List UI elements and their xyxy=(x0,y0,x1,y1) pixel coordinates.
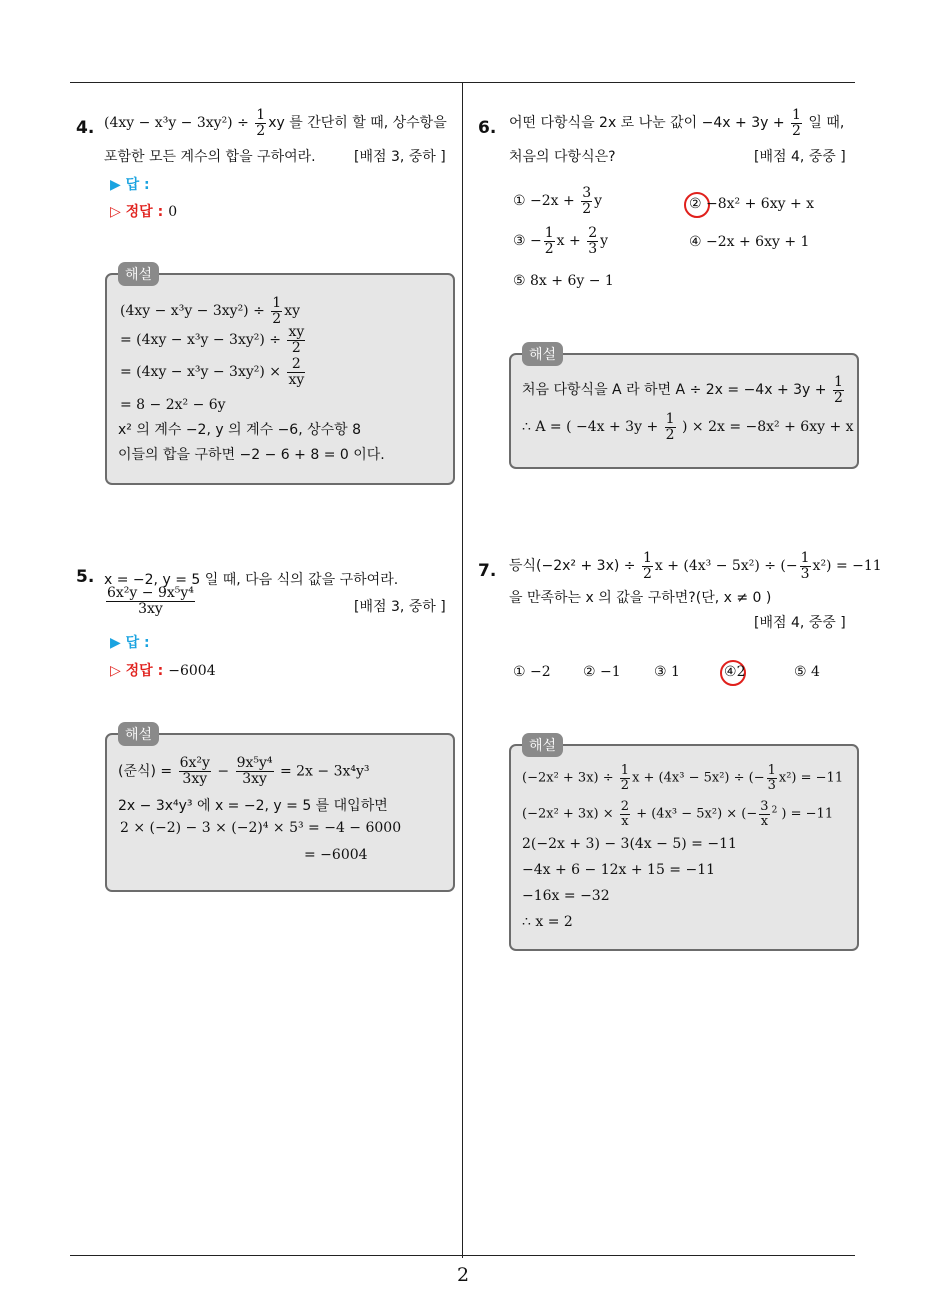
text-part: x²) = −11 xyxy=(778,770,844,786)
solution-tag: 해설 xyxy=(522,733,563,757)
text-part: = (4xy − x³y − 3xy²) × xyxy=(120,364,286,381)
text-part: ) = −11 xyxy=(777,806,834,822)
text-part: y xyxy=(594,193,603,210)
numerator: 1 xyxy=(272,295,282,311)
text-part: ∴ A = ( −4x + 3y + xyxy=(522,419,663,436)
choice-mark: ⑤ xyxy=(794,664,807,680)
solution-line: −16x = −32 xyxy=(522,888,610,904)
choice-mark: ① xyxy=(513,193,526,210)
choice-5[interactable] xyxy=(794,664,820,680)
solution-line: 2 × (−2) − 3 × (−2)⁴ × 5³ = −4 − 6000 xyxy=(120,820,402,836)
column-divider xyxy=(462,82,463,1258)
text-part: 처음 다항식을 A 라 하면 A ÷ 2x = −4x + 3y + xyxy=(522,382,831,399)
fraction xyxy=(544,226,555,256)
solution-line: = −6004 xyxy=(304,847,368,863)
fraction xyxy=(767,764,777,792)
text-part: ) × 2x = −8x² + 6xy + x xyxy=(677,419,854,436)
expression xyxy=(104,586,197,616)
text-part: − xyxy=(530,233,542,250)
points-label: [배점 4, 중중 ] xyxy=(754,615,846,631)
choice-text: −2x + 6xy + 1 xyxy=(706,234,810,250)
numerator: 6x²y xyxy=(179,755,210,771)
choice-mark: ⑤ xyxy=(513,273,526,289)
numerator: 1 xyxy=(833,374,843,390)
choice-5[interactable] xyxy=(513,273,614,289)
question-text-line2: 을 만족하는 x 의 값을 구하면?(단, x ≠ 0 ) xyxy=(509,590,772,606)
fraction xyxy=(581,186,592,216)
correct-label: ▷ 정답 : xyxy=(110,663,164,679)
choice-2[interactable] xyxy=(689,196,814,212)
text-part: x + (4x³ − 5x²) ÷ (− xyxy=(632,770,765,786)
choice-text: 8x + 6y − 1 xyxy=(530,273,614,289)
numerator: 2 xyxy=(620,799,630,814)
denominator: x xyxy=(621,813,629,829)
solution-line xyxy=(120,296,300,326)
text-part: x + xyxy=(556,233,586,250)
solution-line xyxy=(522,800,833,828)
numerator: 9x⁵y⁴ xyxy=(236,755,273,771)
text-part: + (4x³ − 5x²) × (− xyxy=(632,806,758,822)
fraction xyxy=(759,800,769,828)
solution-line: = 8 − 2x² − 6y xyxy=(120,397,226,413)
question-number: 4. xyxy=(76,118,95,138)
text-part: xy 를 간단히 할 때, 상수항을 xyxy=(268,115,447,132)
question-text xyxy=(509,551,882,581)
question-text-line2: 포함한 모든 계수의 합을 구하여라. xyxy=(104,149,316,165)
solution-line xyxy=(522,375,846,405)
denominator: 3xy xyxy=(242,770,267,787)
denominator: 3xy xyxy=(182,770,208,787)
fraction xyxy=(833,375,844,405)
denominator: 2 xyxy=(256,122,266,139)
solution-tag: 해설 xyxy=(118,262,159,286)
choice-1[interactable] xyxy=(513,186,602,216)
choice-mark: ③ xyxy=(654,664,667,680)
choice-3[interactable] xyxy=(654,664,680,680)
solution-line xyxy=(120,325,307,355)
choice-2[interactable] xyxy=(583,664,621,680)
fraction xyxy=(791,108,802,138)
denominator: 2 xyxy=(792,122,801,139)
text-part: (−2x² + 3x) ÷ xyxy=(522,770,618,786)
choice-text: 2 xyxy=(736,664,746,680)
fraction xyxy=(255,108,266,138)
denominator: 2 xyxy=(665,426,675,443)
answer-label: ▶ 답 : xyxy=(110,177,150,193)
numerator: xy xyxy=(288,324,305,340)
answer-label: ▶ 답 : xyxy=(110,635,150,651)
fraction xyxy=(271,296,282,326)
numerator: 1 xyxy=(665,411,675,427)
fraction xyxy=(620,764,630,792)
denominator: x xyxy=(760,813,769,829)
text-part: 등식(−2x² + 3x) ÷ xyxy=(509,558,640,575)
question-number: 6. xyxy=(478,118,497,138)
correct-value: −6004 xyxy=(168,663,216,679)
solution-tag: 해설 xyxy=(522,342,563,366)
text-part: (4xy − x³y − 3xy²) ÷ xyxy=(120,303,270,320)
solution-line: 2(−2x + 3) − 3(4x − 5) = −11 xyxy=(522,836,737,852)
denominator: 2 xyxy=(582,200,592,217)
numerator: 1 xyxy=(544,225,554,241)
choice-mark: ④ xyxy=(724,664,737,680)
choice-text: −1 xyxy=(600,664,621,680)
question-text xyxy=(509,108,844,138)
choice-mark: ③ xyxy=(513,233,526,250)
exponent: 2 xyxy=(771,805,778,816)
choice-mark: ① xyxy=(513,664,526,680)
text-part: (4xy − x³y − 3xy²) ÷ xyxy=(104,115,254,132)
solution-line: 2x − 3x⁴y³ 에 x = −2, y = 5 를 대입하면 xyxy=(118,798,388,814)
choice-mark: ② xyxy=(583,664,596,680)
fraction xyxy=(179,756,211,786)
solution-line xyxy=(118,756,370,786)
choice-mark: ④ xyxy=(689,234,702,250)
solution-line xyxy=(522,764,843,792)
correct-answer xyxy=(110,201,177,221)
numerator: 6x²y − 9x⁵y⁴ xyxy=(107,585,194,601)
choice-text: 4 xyxy=(811,664,820,680)
denominator: xy xyxy=(288,371,305,388)
fraction xyxy=(236,756,274,786)
question-number: 5. xyxy=(76,567,95,587)
question-number: 7. xyxy=(478,561,497,581)
solution-line xyxy=(522,412,854,442)
solution-box xyxy=(509,353,859,469)
text-part: = 2x − 3x⁴y³ xyxy=(275,763,370,780)
numerator: 3 xyxy=(582,185,592,201)
fraction xyxy=(106,586,195,616)
points-label: [배점 4, 중중 ] xyxy=(754,149,846,165)
numerator: 1 xyxy=(767,763,776,778)
denominator: 2 xyxy=(272,310,282,327)
text-part: −2x + xyxy=(530,193,580,210)
numerator: 2 xyxy=(287,357,305,373)
points-label: [배점 3, 중하 ] xyxy=(354,599,446,615)
numerator: 1 xyxy=(256,107,266,123)
fraction xyxy=(800,551,811,581)
solution-line xyxy=(120,357,307,387)
choice-text: −8x² + 6xy + x xyxy=(706,196,815,212)
choice-text: −2 xyxy=(530,664,551,680)
fraction xyxy=(287,325,305,355)
choice-1[interactable] xyxy=(513,664,551,680)
choice-3[interactable] xyxy=(513,226,608,256)
denominator: 2 xyxy=(544,240,554,257)
solution-line: ∴ x = 2 xyxy=(522,914,573,930)
denominator: 2 xyxy=(833,389,843,406)
denominator: 3 xyxy=(588,240,598,257)
fraction xyxy=(620,800,630,828)
text-part: x + (4x³ − 5x²) ÷ (− xyxy=(654,558,798,575)
denominator: 2 xyxy=(642,565,652,582)
text-part: 일 때, xyxy=(803,115,845,132)
solution-line: −4x + 6 − 12x + 15 = −11 xyxy=(522,862,716,878)
fraction xyxy=(642,551,653,581)
denominator: 3 xyxy=(767,777,776,793)
points-label: [배점 3, 중하 ] xyxy=(354,149,446,165)
numerator: 3 xyxy=(760,799,769,814)
text-part: y xyxy=(600,233,609,250)
solution-tag: 해설 xyxy=(118,722,159,746)
fraction xyxy=(587,226,598,256)
denominator: 3xy xyxy=(138,600,163,617)
correct-value: 0 xyxy=(168,204,178,220)
fraction xyxy=(665,412,676,442)
numerator: 1 xyxy=(620,763,630,778)
correct-label: ▷ 정답 : xyxy=(110,204,164,220)
text-part: xy xyxy=(284,303,301,320)
choice-4[interactable] xyxy=(689,234,809,250)
page-number: 2 xyxy=(456,1264,470,1286)
text-part: (−2x² + 3x) × xyxy=(522,806,618,822)
text-part: = (4xy − x³y − 3xy²) ÷ xyxy=(120,332,286,349)
text-part: x²) = −11 xyxy=(812,558,882,575)
choice-mark: ② xyxy=(689,196,702,212)
choice-4[interactable] xyxy=(724,664,745,680)
question-text xyxy=(104,108,447,138)
text-part: 어떤 다항식을 2x 로 나눈 값이 −4x + 3y + xyxy=(509,115,790,132)
denominator: 2 xyxy=(620,777,630,793)
question-text-line2: 처음의 다항식은? xyxy=(509,149,616,165)
correct-answer xyxy=(110,660,216,680)
numerator: 1 xyxy=(792,107,801,123)
solution-line: x² 의 계수 −2, y 의 계수 −6, 상수항 8 xyxy=(118,422,362,438)
text-part: (준식) = xyxy=(118,763,177,780)
denominator: 3 xyxy=(800,565,810,582)
fraction xyxy=(287,357,305,387)
numerator: 1 xyxy=(642,550,652,566)
text-part: − xyxy=(212,763,234,780)
solution-line: 이들의 합을 구하면 −2 − 6 + 8 = 0 이다. xyxy=(118,447,385,463)
choice-text: 1 xyxy=(671,664,680,680)
question-text: x = −2, y = 5 일 때, 다음 식의 값을 구하여라. xyxy=(104,572,399,588)
numerator: 2 xyxy=(588,225,598,241)
numerator: 1 xyxy=(800,550,810,566)
denominator: 2 xyxy=(291,339,301,356)
